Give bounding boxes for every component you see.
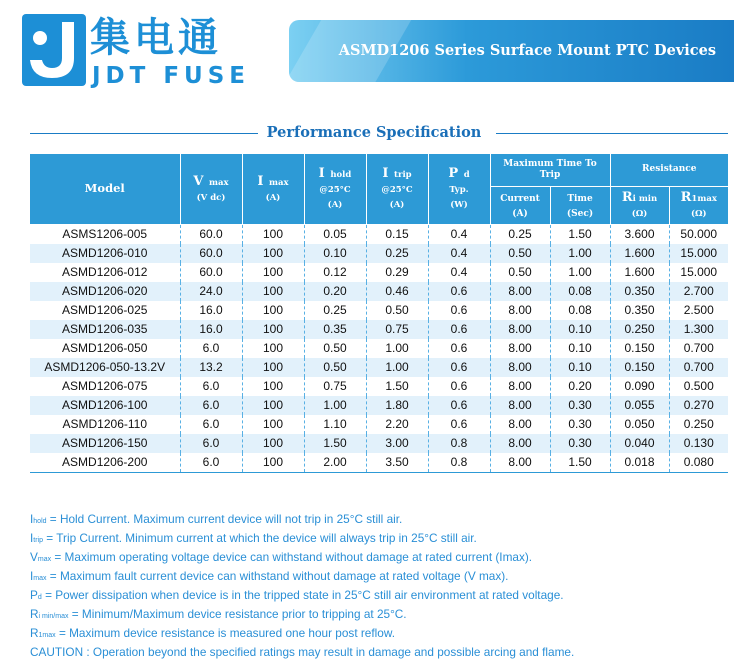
- footnote-symbol: R: [30, 607, 39, 621]
- value-cell: 13.2: [180, 358, 242, 377]
- model-cell: ASMS1206-005: [62, 227, 148, 241]
- value-cell: 8.00: [490, 434, 550, 453]
- footnote: [30, 624, 740, 643]
- logo-english-text: JDT FUSE: [92, 63, 251, 89]
- table-row: [30, 301, 728, 320]
- value-cell: 100: [242, 434, 304, 453]
- value-cell: 6.0: [180, 396, 242, 415]
- value-cell: 0.50: [366, 301, 428, 320]
- value-cell: 8.00: [490, 377, 550, 396]
- value-cell: 0.6: [428, 320, 490, 339]
- section-heading: [0, 120, 748, 148]
- table-row: [30, 415, 728, 434]
- value-cell: 0.350: [610, 301, 669, 320]
- value-cell: 0.6: [428, 377, 490, 396]
- jdt-logo-icon: [22, 14, 86, 86]
- footnote-text: = Hold Current. Maximum current device will not trip in 25°C still air.: [49, 512, 403, 526]
- footnote-symbol: I: [30, 531, 34, 545]
- value-cell: 1.50: [366, 377, 428, 396]
- value-cell: 0.29: [366, 263, 428, 282]
- value-cell: 0.250: [669, 415, 728, 434]
- value-cell: 0.150: [610, 358, 669, 377]
- value-cell: 1.50: [304, 434, 366, 453]
- value-cell: 0.700: [669, 358, 728, 377]
- value-cell: 8.00: [490, 339, 550, 358]
- footnote: [30, 586, 740, 605]
- value-cell: 3.50: [366, 453, 428, 473]
- value-cell: 1.00: [304, 396, 366, 415]
- footnote-symbol: CAUTION: [30, 645, 84, 659]
- footnote: [30, 510, 740, 529]
- value-cell: 0.12: [304, 263, 366, 282]
- value-cell: 0.05: [304, 224, 366, 244]
- table-body: [30, 224, 728, 472]
- table-row: [30, 224, 728, 244]
- model-cell: ASMD1206-150: [30, 434, 180, 453]
- value-cell: 0.150: [610, 339, 669, 358]
- value-cell: 0.6: [428, 301, 490, 320]
- value-cell: 100: [242, 244, 304, 263]
- value-cell: 0.10: [550, 320, 610, 339]
- col-rimin: Ri min (Ω): [610, 186, 669, 224]
- col-resistance: Resistance: [610, 154, 728, 186]
- footnotes: [30, 510, 740, 662]
- footnote-subscript: hold: [33, 518, 47, 525]
- table-row: [30, 453, 728, 473]
- value-cell: 100: [242, 358, 304, 377]
- value-cell: 15.000: [669, 244, 728, 263]
- footnote-text: = Maximum operating voltage device can withstand without damage at rated current (Imax).: [54, 550, 533, 564]
- value-cell: 1.00: [366, 358, 428, 377]
- footnote-text: = Trip Current. Minimum current at which the device will always trip in 25°C still air.: [46, 531, 477, 545]
- col-r1max: R1max (Ω): [669, 186, 728, 224]
- value-cell: 0.8: [428, 434, 490, 453]
- value-cell: 100: [242, 339, 304, 358]
- model-cell: ASMD1206-050: [62, 341, 148, 355]
- value-cell: 1.50: [550, 453, 610, 473]
- value-cell: 100: [242, 282, 304, 301]
- col-current: Current (A): [490, 186, 550, 224]
- value-cell: 0.15: [366, 224, 428, 244]
- value-cell: 1.00: [366, 339, 428, 358]
- table-row: [30, 320, 728, 339]
- col-pd: P d Typ. (W): [428, 154, 490, 224]
- value-cell: 8.00: [490, 282, 550, 301]
- footnote-symbol: I: [30, 569, 34, 583]
- footnote-subscript: trip: [33, 537, 44, 544]
- value-cell: 0.6: [428, 282, 490, 301]
- value-cell: 2.20: [366, 415, 428, 434]
- value-cell: 0.4: [428, 244, 490, 263]
- model-cell: ASMD1206-020: [30, 282, 180, 301]
- value-cell: 0.10: [304, 244, 366, 263]
- footnote-subscript: max: [37, 556, 52, 563]
- value-cell: 0.75: [366, 320, 428, 339]
- value-cell: 0.50: [304, 358, 366, 377]
- model-cell: ASMD1206-110: [62, 417, 147, 431]
- value-cell: 0.30: [550, 434, 610, 453]
- value-cell: 0.350: [610, 282, 669, 301]
- value-cell: 0.35: [304, 320, 366, 339]
- model-cell: ASMD1206-035: [30, 320, 180, 339]
- footnote-subscript: d: [37, 594, 42, 601]
- model-cell: ASMD1206-100: [30, 396, 180, 415]
- value-cell: 0.6: [428, 415, 490, 434]
- value-cell: 6.0: [180, 453, 242, 473]
- col-ihold: I hold @25°C (A): [304, 154, 366, 224]
- value-cell: 100: [242, 224, 304, 244]
- value-cell: 6.0: [180, 339, 242, 358]
- value-cell: 0.25: [304, 301, 366, 320]
- value-cell: 1.600: [610, 263, 669, 282]
- value-cell: 0.270: [669, 396, 728, 415]
- value-cell: 0.20: [304, 282, 366, 301]
- value-cell: 100: [242, 320, 304, 339]
- model-cell: ASMD1206-010: [30, 244, 180, 263]
- value-cell: 2.500: [669, 301, 728, 320]
- value-cell: 2.700: [669, 282, 728, 301]
- value-cell: 2.00: [304, 453, 366, 473]
- table-row: [30, 377, 728, 396]
- value-cell: 0.080: [669, 453, 728, 473]
- footnote-text: = Maximum fault current device can withstand without damage at rated voltage (V max).: [49, 569, 509, 583]
- logo-chinese-text: 集电通: [90, 15, 222, 61]
- value-cell: 1.600: [610, 244, 669, 263]
- value-cell: 100: [242, 263, 304, 282]
- section-title: Performance Specification: [266, 124, 482, 141]
- value-cell: 6.0: [180, 415, 242, 434]
- value-cell: 0.8: [428, 453, 490, 473]
- table-row: [30, 263, 728, 282]
- col-model: Model: [30, 154, 180, 224]
- value-cell: 8.00: [490, 301, 550, 320]
- table-row: [30, 282, 728, 301]
- value-cell: 0.4: [428, 224, 490, 244]
- col-imax: I max (A): [242, 154, 304, 224]
- value-cell: 60.0: [180, 263, 242, 282]
- footnote-symbol: V: [30, 550, 38, 564]
- value-cell: 0.20: [550, 377, 610, 396]
- footnote: [30, 529, 740, 548]
- model-cell: ASMD1206-025: [62, 303, 148, 317]
- value-cell: 100: [242, 377, 304, 396]
- table-row: [30, 339, 728, 358]
- value-cell: 1.300: [669, 320, 728, 339]
- col-time: Time (Sec): [550, 186, 610, 224]
- value-cell: 1.50: [550, 224, 610, 244]
- footnote-subscript: max: [33, 575, 47, 582]
- value-cell: 0.46: [366, 282, 428, 301]
- value-cell: 0.25: [366, 244, 428, 263]
- value-cell: 0.6: [428, 358, 490, 377]
- value-cell: 0.50: [304, 339, 366, 358]
- footnote: [30, 567, 740, 586]
- value-cell: 8.00: [490, 396, 550, 415]
- model-cell: ASMD1206-050-13.2V: [30, 358, 180, 377]
- value-cell: 8.00: [490, 358, 550, 377]
- value-cell: 100: [242, 396, 304, 415]
- value-cell: 1.00: [550, 263, 610, 282]
- footnote-symbol: R: [30, 626, 39, 640]
- table-row: [30, 396, 728, 415]
- value-cell: 0.055: [610, 396, 669, 415]
- col-vmax: V max (V dc): [180, 154, 242, 224]
- value-cell: 0.018: [610, 453, 669, 473]
- value-cell: 100: [242, 453, 304, 473]
- footnote-text: : Operation beyond the specified ratings may result in damage and possible arcing and flame.: [86, 645, 575, 659]
- value-cell: 3.00: [366, 434, 428, 453]
- value-cell: 8.00: [490, 453, 550, 473]
- value-cell: 8.00: [490, 415, 550, 434]
- value-cell: 0.25: [490, 224, 550, 244]
- footnote-symbol: P: [30, 588, 38, 602]
- value-cell: 0.700: [669, 339, 728, 358]
- table-row: [30, 244, 728, 263]
- value-cell: 0.130: [669, 434, 728, 453]
- col-itrip: I trip @25°C (A): [366, 154, 428, 224]
- value-cell: 0.50: [490, 263, 550, 282]
- footnote-symbol: I: [30, 512, 34, 526]
- table-row: [30, 358, 728, 377]
- value-cell: 0.30: [550, 415, 610, 434]
- value-cell: 60.0: [180, 224, 242, 244]
- value-cell: 100: [242, 301, 304, 320]
- value-cell: 6.0: [180, 434, 242, 453]
- footnote-text: = Minimum/Maximum device resistance prior to tripping at 25°C.: [71, 607, 407, 621]
- value-cell: 1.00: [550, 244, 610, 263]
- value-cell: 50.000: [669, 224, 728, 244]
- logo: [22, 14, 272, 88]
- value-cell: 16.0: [180, 301, 242, 320]
- model-cell: ASMD1206-075: [62, 379, 148, 393]
- value-cell: 24.0: [180, 282, 242, 301]
- value-cell: 0.090: [610, 377, 669, 396]
- value-cell: 0.50: [490, 244, 550, 263]
- title-banner: [289, 20, 734, 82]
- value-cell: 0.10: [550, 358, 610, 377]
- value-cell: 0.500: [669, 377, 728, 396]
- footnote: [30, 548, 740, 567]
- value-cell: 6.0: [180, 377, 242, 396]
- spec-table: [30, 154, 728, 473]
- model-cell: ASMD1206-012: [62, 265, 148, 279]
- model-cell: ASMD1206-200: [30, 453, 180, 473]
- footnote-text: = Power dissipation when device is in the tripped state in 25°C still air environment at rated voltage.: [45, 588, 564, 602]
- footnote-text: = Maximum device resistance is measured one hour post reflow.: [58, 626, 395, 640]
- value-cell: 16.0: [180, 320, 242, 339]
- value-cell: 1.80: [366, 396, 428, 415]
- value-cell: 60.0: [180, 244, 242, 263]
- banner-title: ASMD1206 Series Surface Mount PTC Devices: [338, 42, 716, 59]
- value-cell: 0.6: [428, 396, 490, 415]
- value-cell: 0.040: [610, 434, 669, 453]
- footnote-subscript: 1max: [38, 632, 56, 639]
- value-cell: 0.08: [550, 301, 610, 320]
- value-cell: 0.75: [304, 377, 366, 396]
- divider-right: [496, 133, 728, 134]
- value-cell: 0.30: [550, 396, 610, 415]
- value-cell: 0.050: [610, 415, 669, 434]
- footnote-subscript: i min/max: [38, 613, 69, 620]
- value-cell: 0.08: [550, 282, 610, 301]
- footnote: [30, 643, 740, 662]
- value-cell: 0.250: [610, 320, 669, 339]
- col-max-time-to-trip: Maximum Time To Trip: [490, 154, 610, 186]
- value-cell: 0.4: [428, 263, 490, 282]
- value-cell: 3.600: [610, 224, 669, 244]
- footnote: [30, 605, 740, 624]
- table-row: [30, 434, 728, 453]
- value-cell: 1.10: [304, 415, 366, 434]
- value-cell: 0.10: [550, 339, 610, 358]
- value-cell: 100: [242, 415, 304, 434]
- value-cell: 8.00: [490, 320, 550, 339]
- value-cell: 15.000: [669, 263, 728, 282]
- value-cell: 0.6: [428, 339, 490, 358]
